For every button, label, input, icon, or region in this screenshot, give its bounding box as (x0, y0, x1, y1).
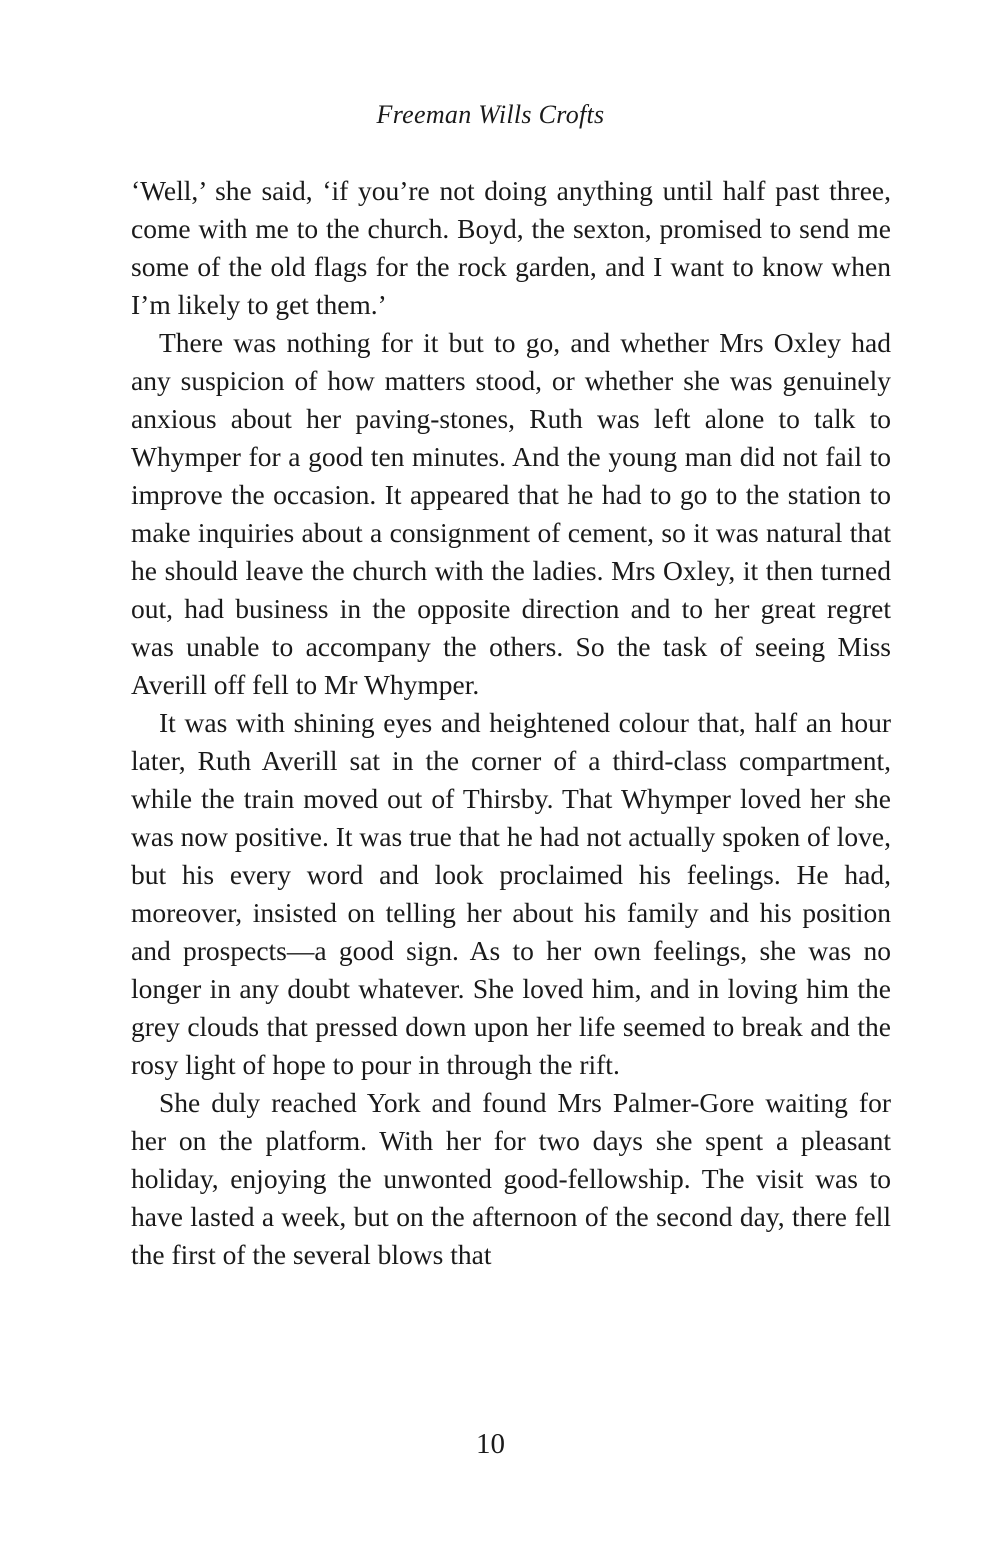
paragraph: She duly reached York and found Mrs Palmer-Gore waiting for her on the platform. With her for two days she spent a pleasant holiday, enjoying the unwonted good-fellowship. The visit was to have lasted a week, but on the afternoon of the second day, there fell the first of the several blows that (131, 1087, 891, 1270)
paragraph: There was nothing for it but to go, and whether Mrs Oxley had any suspicion of how matters stood, or whether she was genuinely anxious about her paving-stones, Ruth was left alone to talk to Whymper for a good ten minutes. And the young man did not fail to improve the occasion. It appeared that he had to go to the station to make inquiries about a consignment of cement, so it was natural that he should leave the church with the ladies. Mrs Oxley, it then turned out, had business in the opposite direction and to her great regret was unable to accompany the others. So the task of seeing Miss Averill off fell to Mr Whymper. (131, 327, 891, 700)
paragraph: ‘Well,’ she said, ‘if you’re not doing anything until half past three, come with me to the church. Boyd, the sexton, promised to send me some of the old flags for the rock garden, and I want to know when I’m likely to get them.’ (131, 175, 891, 320)
body-text (131, 172, 891, 1274)
paragraph: It was with shining eyes and heightened colour that, half an hour later, Ruth Averill sat in the corner of a third-class compartment, while the train moved out of Thirsby. That Whymper loved her she was now positive. It was true that he had not actually spoken of love, but his every word and look proclaimed his feelings. He had, moreover, insisted on telling her about his family and his position and prospects—a good sign. As to her own feelings, she was no longer in any doubt whatever. She loved him, and in loving him the grey clouds that pressed down upon her life seemed to break and the rosy light of hope to pour in through the rift. (131, 707, 891, 1080)
page-number: 10 (476, 1428, 505, 1460)
running-head: Freeman Wills Crofts (376, 100, 605, 129)
